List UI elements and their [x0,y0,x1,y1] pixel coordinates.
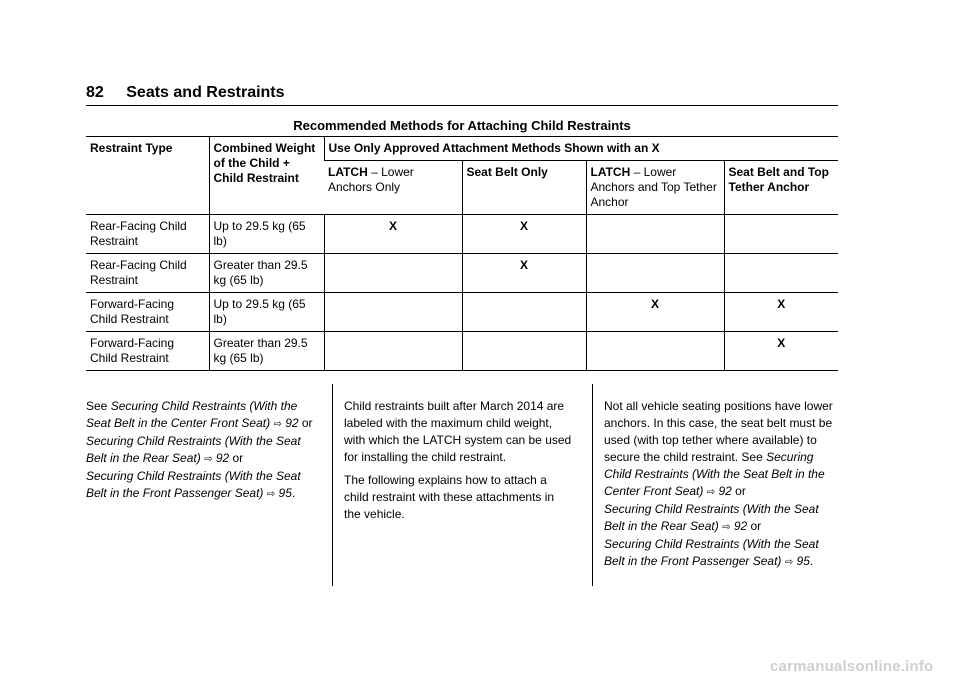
latch-tether-text: – Lower Anchors and Top Tether Anchor [590,165,717,209]
table-row [86,215,838,254]
page-reference[interactable]: 92 [733,519,748,533]
table-row [86,254,838,293]
cell-type: Forward-Facing Child Restraint [86,293,209,332]
page-reference[interactable]: 92 [285,416,299,430]
page-number: 82 [86,84,104,101]
cell-weight: Up to 29.5 kg (65 lb) [209,215,324,254]
page-header [86,84,838,106]
cross-reference-link[interactable]: Securing Child Restraints (With the Seat Belt in the Center Front Seat) [604,450,825,498]
body-columns [86,398,838,588]
table-row [86,332,838,371]
watermark: carmanualsonline.info [770,658,934,675]
cell-weight: Greater than 29.5 kg (65 lb) [209,254,324,293]
section-title: Seats and Restraints [126,84,285,101]
page-reference[interactable]: 92 [215,451,230,465]
header-combined-weight: Combined Weight of the Child + Child Restraint [209,137,324,215]
page-arrow-icon: ⇨ [706,487,716,498]
cell-seat-belt-only: X [462,215,586,254]
cross-reference-link[interactable]: Securing Child Restraints (With the Seat Belt in the Center Front Seat) [86,399,298,430]
page-arrow-icon: ⇨ [784,557,794,568]
page-arrow-icon: ⇨ [273,419,282,430]
or-text: or [298,416,313,430]
or-text: or [229,451,244,465]
header-seat-belt-only: Seat Belt Only [462,161,586,215]
column-right [604,398,838,577]
cell-seat-belt-top: X [724,332,838,371]
table-row [86,293,838,332]
column-middle [344,398,574,529]
header-latch-tether [586,161,724,215]
cell-latch-lower [324,293,462,332]
cell-weight: Greater than 29.5 kg (65 lb) [209,332,324,371]
latch-label: LATCH [328,165,368,179]
cell-seat-belt-only [462,293,586,332]
header-methods: Use Only Approved Attachment Methods Shown with an X [324,137,838,161]
cell-latch-lower: X [324,215,462,254]
cell-seat-belt-only [462,332,586,371]
cell-type: Forward-Facing Child Restraint [86,332,209,371]
column-divider [332,384,333,586]
cross-reference-link[interactable]: Securing Child Restraints (With the Seat Belt in the Rear Seat) [86,434,301,465]
header-restraint-type: Restraint Type [86,137,209,215]
cell-weight: Up to 29.5 kg (65 lb) [209,293,324,332]
cell-type: Rear-Facing Child Restraint [86,254,209,293]
or-text: or [731,484,746,498]
header-latch-lower [324,161,462,215]
or-text: or [747,519,762,533]
see-text: See [86,399,111,413]
period: . [291,486,296,500]
cell-seat-belt-only: X [462,254,586,293]
cross-reference-paragraph [86,398,316,503]
cell-seat-belt-top: X [724,293,838,332]
cell-latch-tether [586,215,724,254]
latch-label: LATCH [590,165,631,179]
cell-type: Rear-Facing Child Restraint [86,215,209,254]
page-reference[interactable]: 92 [718,484,732,498]
column-left [86,398,316,509]
column-divider [592,384,593,586]
cell-latch-lower [324,332,462,371]
cross-reference-link[interactable]: Securing Child Restraints (With the Seat Belt in the Rear Seat) [604,502,819,533]
paragraph: Child restraints built after March 2014 are labeled with the maximum child weight, with which the LATCH system can be used for installing the child restraint. [344,399,572,464]
page-arrow-icon: ⇨ [722,522,731,533]
cell-latch-tether [586,332,724,371]
cell-seat-belt-top [724,254,838,293]
cell-latch-lower [324,254,462,293]
cell-latch-tether: X [586,293,724,332]
cell-seat-belt-top [724,215,838,254]
page-arrow-icon: ⇨ [204,454,213,465]
table-title: Recommended Methods for Attaching Child Restraints [293,118,631,133]
cross-reference-link[interactable]: Securing Child Restraints (With the Seat Belt in the Front Passenger Seat) [86,469,301,500]
header-seat-belt-top: Seat Belt and Top Tether Anchor [724,161,838,215]
page-reference[interactable]: 95 [278,486,292,500]
period: . [809,554,814,568]
page-reference[interactable]: 95 [796,554,810,568]
page-arrow-icon: ⇨ [266,489,276,500]
cell-latch-tether [586,254,724,293]
table-header-row [86,137,838,161]
body-text: Not all vehicle seating positions have lower anchors. In this case, the seat belt must be used (with top tether where available) to secure the child restraint. See [604,399,833,464]
latch-lower-text: – Lower Anchors Only [328,165,414,194]
cross-reference-link[interactable]: Securing Child Restraints (With the Seat Belt in the Front Passenger Seat) [604,537,819,568]
paragraph: The following explains how to attach a child restraint with these attachments in the vehicle. [344,473,555,521]
cross-reference-paragraph [604,398,838,571]
child-restraint-table [86,136,838,371]
